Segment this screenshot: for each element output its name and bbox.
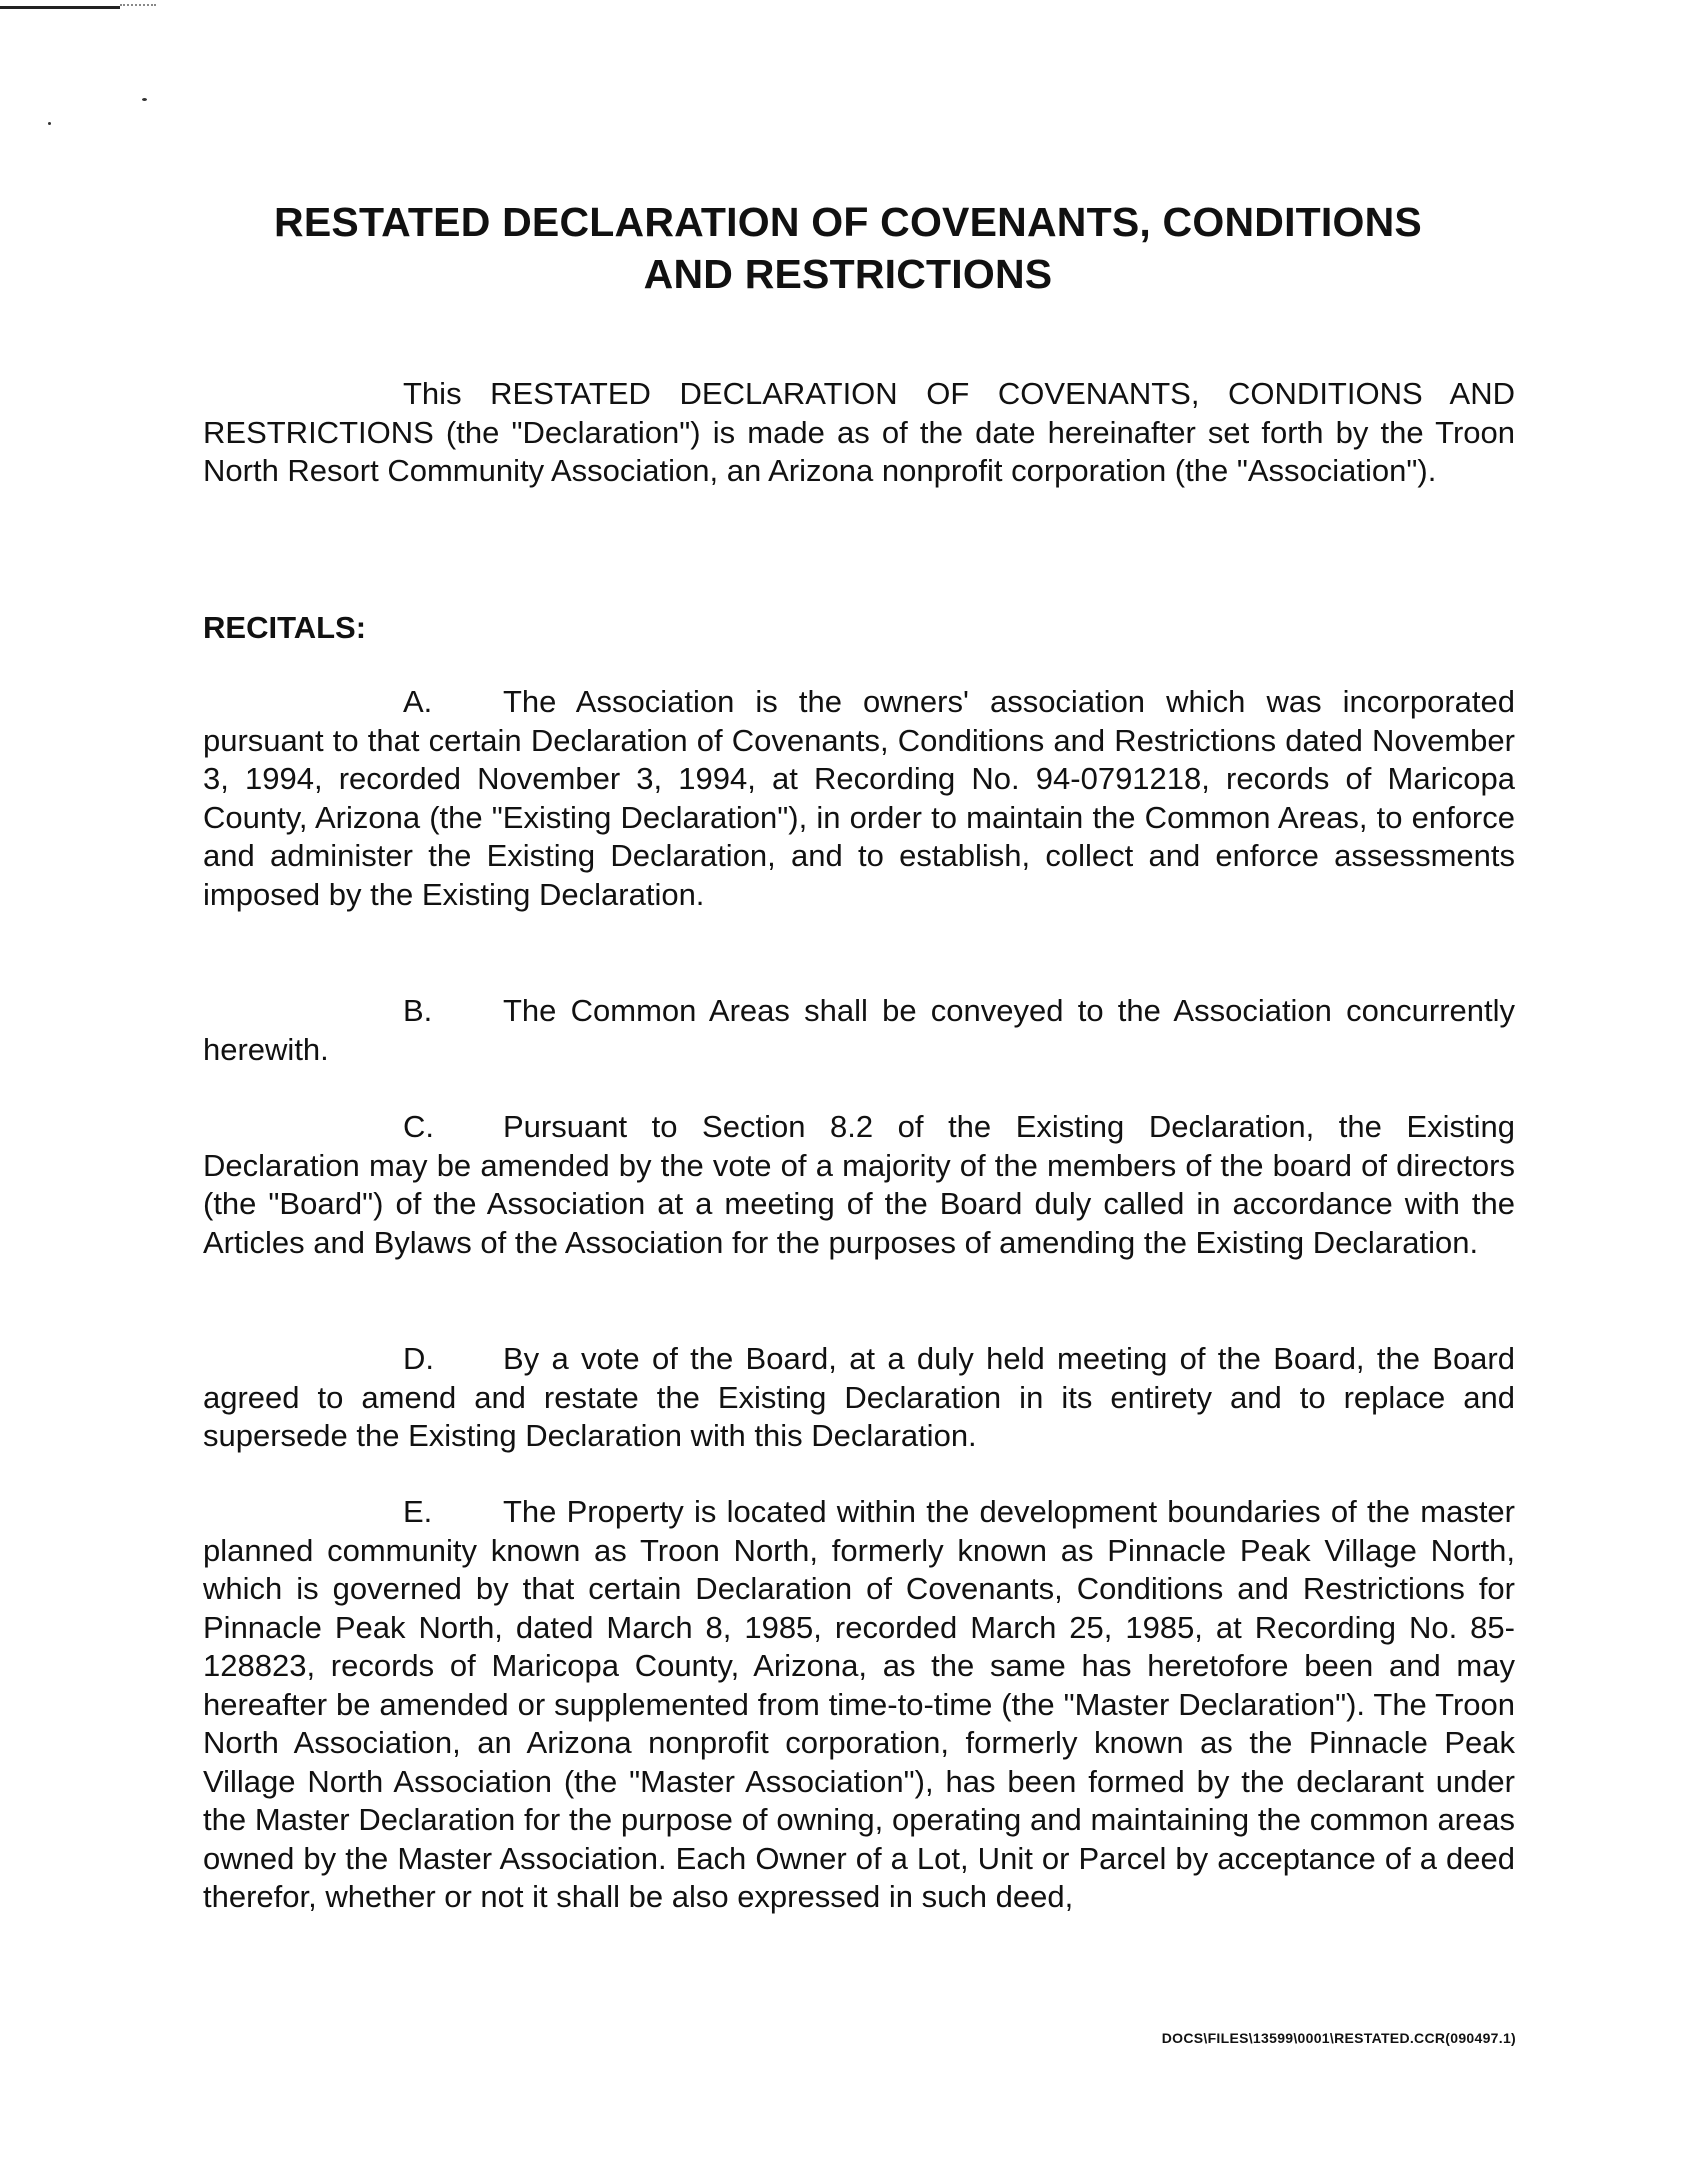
recital-label: C.: [403, 1109, 434, 1144]
recital-text: The Property is located within the development boundaries of the master planned community known as Troon North, formerly known as Pinnacle Peak Village North, which is governed by that certain Declaration of Covenants, Conditions and Restrictions for Pinnacle Peak North, dated March 8, 1985, recorded March 25, 1985, at Recording No. 85-128823, records of Maricopa County, Arizona, as the same has heretofore been and may hereafter be amended or supplemented from time-to-time (the "Master Declaration"). The Troon North Association, an Arizona nonprofit corporation, formerly known as the Pinnacle Peak Village North Association (the "Master Association"), has been formed by the declarant under the Master Declaration for the purpose of owning, operating and maintaining the common areas owned by the Master Association. Each Owner of a Lot, Unit or Parcel by acceptance of a deed therefor, whether or not it shall be also expressed in such deed,: [203, 1494, 1515, 1914]
document-title-line-1: RESTATED DECLARATION OF COVENANTS, CONDITIONS: [274, 199, 1422, 245]
scan-artifact-speck: [142, 98, 147, 101]
document-title-line-2: AND RESTRICTIONS: [643, 251, 1053, 297]
document-path-footer: DOCS\FILES\13599\0001\RESTATED.CCR(090497.1): [1161, 2030, 1516, 2046]
scan-artifact-speck: [48, 122, 51, 125]
recital-paragraph-e: [203, 1493, 1515, 1917]
recital-paragraph-a: [203, 683, 1515, 914]
recital-paragraph-c: [203, 1108, 1515, 1262]
recital-paragraph-b: [203, 992, 1515, 1069]
scan-artifact-line: [0, 6, 120, 9]
recital-paragraph-d: [203, 1340, 1515, 1456]
recitals-heading: RECITALS:: [203, 610, 367, 645]
recital-text: The Common Areas shall be conveyed to the Association concurrently herewith.: [203, 993, 1515, 1067]
recital-label: E.: [403, 1494, 433, 1529]
recital-text: Pursuant to Section 8.2 of the Existing Declaration, the Existing Declaration may be amended by the vote of a majority of the members of the board of directors (the "Board") of the Association at a meeting of the Board duly called in accordance with the Articles and Bylaws of the Association for the purposes of amending the Existing Declaration.: [203, 1109, 1515, 1260]
intro-paragraph: This RESTATED DECLARATION OF COVENANTS, CONDITIONS AND RESTRICTIONS (the "Declaration") is made as of the date hereinafter set forth by the Troon North Resort Community Association, an Arizona nonprofit corporation (the "Association").: [203, 376, 1515, 488]
recital-label: A.: [403, 684, 433, 719]
document-title: [0, 196, 1696, 300]
recital-text: The Association is the owners' association which was incorporated pursuant to that certain Declaration of Covenants, Conditions and Restrictions dated November 3, 1994, recorded November 3, 1994, at Recording No. 94-0791218, records of Maricopa County, Arizona (the "Existing Declaration"), in order to maintain the Common Areas, to enforce and administer the Existing Declaration, and to establish, collect and enforce assessments imposed by the Existing Declaration.: [203, 684, 1515, 912]
recital-label: D.: [403, 1341, 434, 1376]
scan-artifact-dots: [120, 4, 156, 12]
recital-text: By a vote of the Board, at a duly held meeting of the Board, the Board agreed to amend and restate the Existing Declaration in its entirety and to replace and supersede the Existing Declaration with this Declaration.: [203, 1341, 1515, 1453]
recital-label: B.: [403, 993, 433, 1028]
